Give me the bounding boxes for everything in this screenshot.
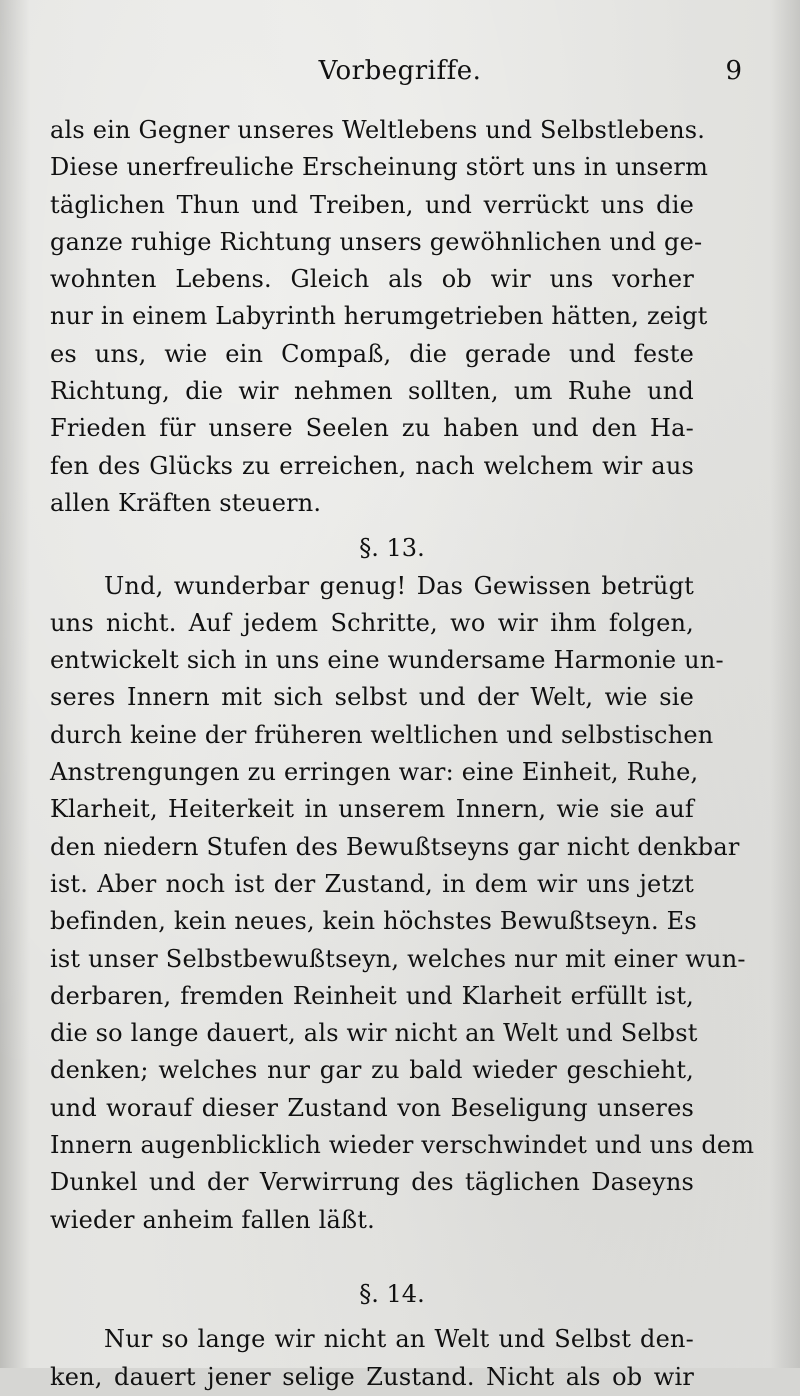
text-line: denken; welches nur gar zu bald wieder geschieht, xyxy=(50,1056,694,1085)
text-line: als ein Gegner unseres Weltlebens und Selbstlebens. xyxy=(50,116,706,144)
paragraph-1 xyxy=(50,112,709,522)
text-line: entwickelt sich in uns eine wundersame Harmonie un- xyxy=(50,646,724,675)
text-line: ganze ruhige Richtung unsers gewöhnlichen und ge- xyxy=(50,227,703,256)
text-line: durch keine der früheren weltlichen und selbstischen xyxy=(50,720,714,749)
text-line: Nur so lange wir nicht an Welt und Selbst den- xyxy=(104,1325,694,1354)
text-line: Innern augenblicklich wieder verschwindet und uns dem xyxy=(50,1131,755,1160)
paragraph-3 xyxy=(50,1321,694,1396)
text-line: Frieden für unsere Seelen zu haben und den Ha- xyxy=(50,414,694,443)
text-line: die so lange dauert, als wir nicht an Welt und Selbst xyxy=(50,1019,698,1048)
text-line: es uns, wie ein Compaß, die gerade und feste xyxy=(50,339,694,368)
text-line: ist. Aber noch ist der Zustand, in dem wir uns jetzt xyxy=(50,869,694,898)
text-line: Klarheit, Heiterkeit in unserem Innern, wie sie auf xyxy=(50,795,694,824)
text-line: wieder anheim fallen läßt. xyxy=(50,1205,375,1234)
text-line: den niedern Stufen des Bewußtseyns gar nicht denkbar xyxy=(50,832,740,861)
spacer xyxy=(50,1239,694,1276)
text-line: und worauf dieser Zustand von Beseligung unseres xyxy=(50,1093,694,1122)
text-line: derbaren, fremden Reinheit und Klarheit erfüllt ist, xyxy=(50,981,694,1010)
page-number: 9 xyxy=(725,56,742,86)
text-line: Anstrengungen zu erringen war: eine Einheit, Ruhe, xyxy=(50,758,699,787)
text-line: wohnten Lebens. Gleich als ob wir uns vorher xyxy=(50,265,694,294)
paragraph-2 xyxy=(50,568,755,1239)
text-line: allen Kräften steuern. xyxy=(50,488,322,517)
text-line: ken, dauert jener selige Zustand. Nicht als ob wir xyxy=(50,1362,694,1391)
text-line: Richtung, die wir nehmen sollten, um Ruhe und xyxy=(50,377,694,406)
text-line: ist unser Selbstbewußtseyn, welches nur mit einer wun- xyxy=(50,944,746,973)
text-line: uns nicht. Auf jedem Schritte, wo wir ihm folgen, xyxy=(50,608,694,637)
text-line: täglichen Thun und Treiben, und verrückt uns die xyxy=(50,190,694,219)
section-heading-14: §. 14. xyxy=(359,1279,425,1308)
text-line: Dunkel und der Verwirrung des täglichen Daseyns xyxy=(50,1168,694,1197)
text-line: fen des Glücks zu erreichen, nach welchem wir aus xyxy=(50,451,694,480)
text-line: seres Innern mit sich selbst und der Welt, wie sie xyxy=(50,683,694,712)
text-line: Diese unerfreuliche Erscheinung stört uns in unserm xyxy=(50,153,709,182)
section-heading-13: §. 13. xyxy=(359,534,425,563)
text-line: nur in einem Labyrinth herumgetrieben hätten, zeigt xyxy=(50,302,708,331)
running-head: Vorbegriffe. xyxy=(318,56,482,86)
page-header xyxy=(52,56,748,96)
page-body xyxy=(50,112,755,1396)
text-line: befinden, kein neues, kein höchstes Bewußtseyn. Es xyxy=(50,907,697,936)
spacer xyxy=(50,522,694,530)
text-line: Und, wunderbar genug! Das Gewissen betrügt xyxy=(104,571,694,600)
spacer xyxy=(50,1313,694,1321)
